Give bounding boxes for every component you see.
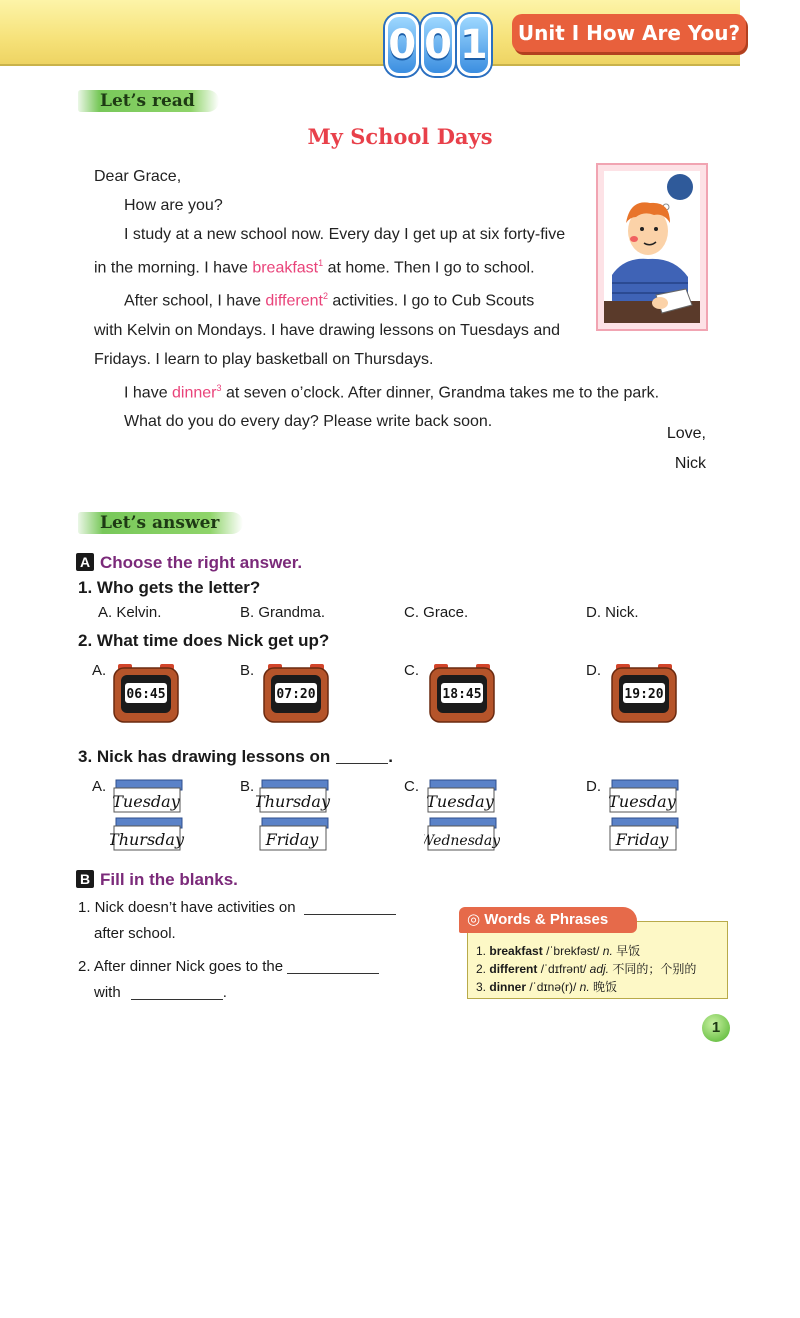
- vocab-word-breakfast: breakfast: [252, 259, 319, 277]
- q3-letter-d: D.: [586, 778, 601, 795]
- q1-option-b[interactable]: B. Grandma.: [240, 604, 326, 621]
- letter-line: Fridays. I learn to play basketball on Thursdays.: [94, 350, 434, 368]
- q2-letter-a: A.: [92, 662, 107, 679]
- q2-option-d[interactable]: [610, 664, 678, 731]
- words-phrases-title: ◎ Words & Phrases: [459, 907, 637, 933]
- passage-title: My School Days: [307, 124, 493, 149]
- question-2: 2. What time does Nick get up?: [78, 631, 330, 650]
- q2-option-b[interactable]: [262, 664, 330, 731]
- letter-line: with Kelvin on Mondays. I have drawing lessons on Tuesdays and: [94, 321, 561, 339]
- letter-line: After school, I have different$^2$ activities. I go to Cub Scouts: [124, 291, 535, 310]
- clock-time: 06:45: [126, 687, 166, 702]
- section-a-badge: A: [76, 553, 94, 571]
- vocab-word-different: different: [265, 292, 323, 310]
- calendar-pair-icon: [606, 778, 682, 854]
- letter-closing: Love,: [666, 425, 706, 442]
- answer-blank[interactable]: [304, 914, 396, 915]
- clock-time: 18:45: [442, 687, 482, 702]
- q2-letter-c: C.: [404, 662, 419, 679]
- q3-option-b[interactable]: [256, 778, 332, 859]
- q3-letter-c: C.: [404, 778, 419, 795]
- unit-title-tag: Unit I How Are You?: [512, 14, 746, 52]
- clock-time: 19:20: [624, 687, 664, 702]
- vocab-word-dinner: dinner: [172, 383, 217, 401]
- fill-2: 2. After dinner Nick goes to the: [78, 958, 379, 975]
- digital-clock-icon: [428, 664, 496, 726]
- q2-letter-d: D.: [586, 662, 601, 679]
- letter-line: I have dinner$^3$ at seven o’clock. After dinner, Grandma takes me to the park.: [124, 382, 660, 401]
- calendar-pair-icon: [110, 778, 186, 854]
- boy-writing-illustration: [596, 163, 708, 331]
- calendar-day-label: Tuesday: [112, 792, 180, 811]
- fill-1: 1. Nick doesn’t have activities on: [78, 899, 396, 916]
- calendar-day-label: Thursday: [110, 830, 184, 849]
- unit-digit: 1: [457, 14, 491, 76]
- q3-option-a[interactable]: [110, 778, 186, 859]
- section-b-heading: B Fill in the blanks.: [76, 870, 238, 890]
- lets-read-label: Let’s read: [78, 90, 219, 112]
- fill-1-cont: after school.: [94, 925, 176, 942]
- q3-option-c[interactable]: [424, 778, 500, 859]
- calendar-day-label: Tuesday: [426, 792, 494, 811]
- unit-digit: 0: [421, 14, 455, 76]
- answer-blank[interactable]: [336, 763, 388, 764]
- section-a-heading: A Choose the right answer.: [76, 553, 302, 573]
- answer-blank[interactable]: [287, 973, 379, 974]
- calendar-day-label: Thursday: [256, 792, 330, 811]
- vocab-item: 3. dinner /ˈdɪnə(r)/ n. 晚饭: [476, 980, 618, 994]
- q2-option-a[interactable]: [112, 664, 180, 731]
- unit-number: [386, 14, 490, 76]
- digital-clock-icon: [112, 664, 180, 726]
- vocab-item: 2. different /ˈdɪfrənt/ adj. 不同的；个别的: [476, 962, 697, 976]
- calendar-day-label: Friday: [615, 830, 669, 849]
- calendar-pair-icon: [256, 778, 332, 854]
- page-number: 1: [702, 1014, 730, 1042]
- calendar-day-label: Wednesday: [424, 833, 500, 849]
- vocab-item: 1. breakfast /ˈbrekfəst/ n. 早饭: [476, 944, 641, 958]
- digital-clock-icon: [262, 664, 330, 726]
- q2-option-c[interactable]: [428, 664, 496, 731]
- unit-digit: 0: [385, 14, 419, 76]
- question-3: 3. Nick has drawing lessons on .: [78, 747, 393, 766]
- calendar-pair-icon: [424, 778, 500, 854]
- answer-blank[interactable]: [131, 999, 223, 1000]
- calendar-day-label: Tuesday: [608, 792, 676, 811]
- q1-option-d[interactable]: D. Nick.: [586, 604, 639, 621]
- letter-greeting: Dear Grace,: [94, 168, 182, 185]
- calendar-day-label: Friday: [265, 830, 319, 849]
- digital-clock-icon: [610, 664, 678, 726]
- q2-letter-b: B.: [240, 662, 255, 679]
- lets-answer-label: Let’s answer: [78, 512, 243, 534]
- letter-line: in the morning. I have breakfast$^1$ at home. Then I go to school.: [94, 258, 535, 277]
- question-1: 1. Who gets the letter?: [78, 578, 261, 597]
- letter-line: What do you do every day? Please write back soon.: [124, 412, 493, 430]
- clock-time: 07:20: [276, 687, 316, 702]
- letter-line: I study at a new school now. Every day I get up at six forty-five: [124, 226, 566, 243]
- letter-signature: Nick: [674, 455, 706, 472]
- q1-option-a[interactable]: A. Kelvin.: [98, 604, 162, 621]
- q3-option-d[interactable]: [606, 778, 682, 859]
- boy-illustration-icon: [604, 171, 700, 323]
- q1-option-c[interactable]: C. Grace.: [404, 604, 469, 621]
- q3-letter-a: A.: [92, 778, 107, 795]
- section-b-badge: B: [76, 870, 94, 888]
- letter-line: How are you?: [124, 197, 223, 214]
- q3-letter-b: B.: [240, 778, 255, 795]
- fill-2-cont: with .: [94, 984, 227, 1001]
